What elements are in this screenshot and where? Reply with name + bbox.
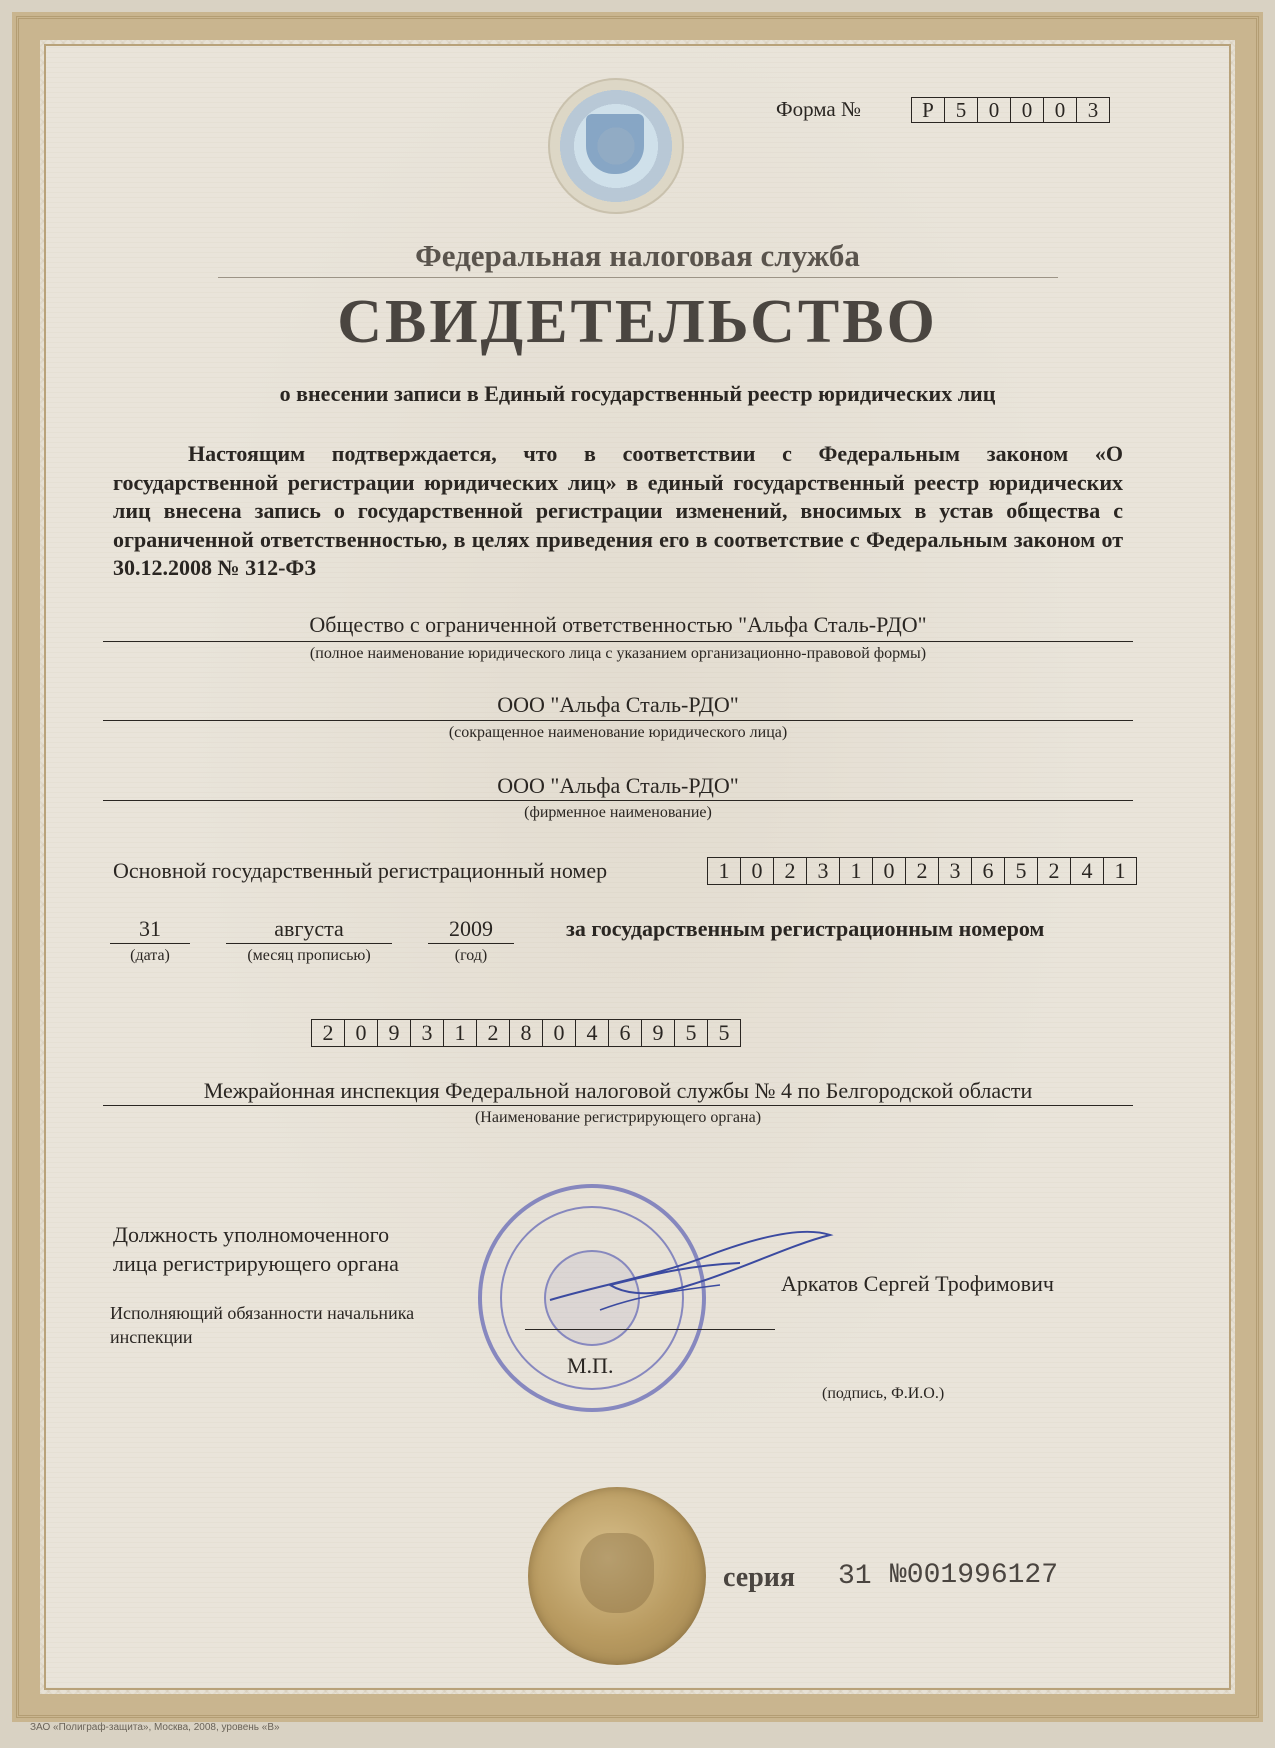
- ogrn-digit: 2: [773, 857, 807, 885]
- gold-seal-icon: [528, 1487, 706, 1665]
- grn-number: [312, 1019, 741, 1047]
- acting-position-line: Исполняющий обязанности начальника: [110, 1303, 415, 1323]
- hologram-emblem-icon: [548, 78, 684, 214]
- seal-place-label: М.П.: [567, 1353, 614, 1378]
- form-code-char: 0: [1010, 97, 1044, 123]
- ogrn-digit: 1: [707, 857, 741, 885]
- form-label: Форма №: [776, 97, 862, 121]
- signature-caption: (подпись, Ф.И.О.): [822, 1385, 945, 1402]
- grn-digit: 5: [674, 1019, 708, 1047]
- position-label-line: Должность уполномоченного: [113, 1222, 390, 1247]
- full-name-caption: (полное наименование юридического лица с указанием организационно-правовой формы): [309, 645, 927, 662]
- printer-note: ЗАО «Полиграф-защита», Москва, 2008, уровень «В»: [30, 1722, 280, 1733]
- short-name-caption: (сокращенное наименование юридического лица): [448, 724, 788, 741]
- short-name-value: ООО "Альфа Сталь-РДО": [497, 692, 739, 717]
- authority-caption: (Наименование регистрирующего органа): [474, 1109, 762, 1126]
- date-month-caption: (месяц прописью): [247, 947, 371, 964]
- form-code: [912, 97, 1110, 123]
- date-day-caption: (дата): [130, 947, 170, 964]
- acting-position: [110, 1301, 414, 1349]
- form-code-char: 5: [944, 97, 978, 123]
- brand-name-line: [103, 800, 1133, 801]
- grn-digit: 3: [410, 1019, 444, 1047]
- full-name-value: Общество с ограниченной ответственностью "Альфа Сталь-РДО": [309, 612, 927, 637]
- grn-digit: 0: [542, 1019, 576, 1047]
- grn-label: за государственным регистрационным номером: [566, 916, 1045, 941]
- ogrn-digit: 2: [905, 857, 939, 885]
- form-code-char: 0: [977, 97, 1011, 123]
- ogrn-digit: 0: [740, 857, 774, 885]
- date-year: 2009: [449, 916, 493, 941]
- ogrn-digit: 1: [1103, 857, 1137, 885]
- full-name-line: [103, 641, 1133, 642]
- signatory-name: Аркатов Сергей Трофимович: [781, 1271, 1054, 1296]
- date-year-line: [428, 943, 514, 944]
- grn-digit: 4: [575, 1019, 609, 1047]
- grn-digit: 2: [311, 1019, 345, 1047]
- ogrn-digit: 5: [1004, 857, 1038, 885]
- coat-of-arms-icon: [586, 114, 644, 174]
- grn-digit: 2: [476, 1019, 510, 1047]
- signature-icon: [540, 1215, 840, 1325]
- grn-digit: 5: [707, 1019, 741, 1047]
- form-code-char: 3: [1076, 97, 1110, 123]
- ogrn-label: Основной государственный регистрационный номер: [113, 858, 608, 883]
- document-title: СВИДЕТЕЛЬСТВО: [337, 288, 938, 356]
- acting-position-line: инспекции: [110, 1327, 193, 1347]
- date-month: августа: [274, 916, 344, 941]
- document-subtitle: о внесении записи в Единый государственный реестр юридических лиц: [279, 381, 996, 406]
- date-month-line: [226, 943, 392, 944]
- ogrn-number: [708, 857, 1137, 885]
- grn-digit: 9: [641, 1019, 675, 1047]
- agency-name: Федеральная налоговая служба: [415, 238, 860, 273]
- ogrn-digit: 0: [872, 857, 906, 885]
- ogrn-digit: 1: [839, 857, 873, 885]
- ogrn-digit: 3: [806, 857, 840, 885]
- ogrn-digit: 4: [1070, 857, 1104, 885]
- certification-text: Настоящим подтверждается, что в соответствии с Федеральным законом «О государственной регистрации юридических лиц» в единый государственный реестр юридических лиц внесена запись о государственной регистрации изменений, вносимых в устав общества с ограниченной ответственностью, в целях приведения его в соответствие с Федеральным законом от 30.12.2008 № 312-ФЗ: [113, 441, 1123, 580]
- position-label: [113, 1220, 399, 1278]
- authority-value: Межрайонная инспекция Федеральной налоговой службы № 4 по Белгородской области: [203, 1078, 1033, 1103]
- form-code-char: 0: [1043, 97, 1077, 123]
- grn-digit: 6: [608, 1019, 642, 1047]
- ogrn-digit: 2: [1037, 857, 1071, 885]
- grn-digit: 8: [509, 1019, 543, 1047]
- date-day: 31: [139, 916, 161, 941]
- series-number: 31: [838, 1561, 872, 1592]
- date-year-caption: (год): [454, 947, 488, 964]
- eagle-emblem-icon: [580, 1533, 654, 1613]
- short-name-line: [103, 720, 1133, 721]
- grn-digit: 9: [377, 1019, 411, 1047]
- grn-digit: 0: [344, 1019, 378, 1047]
- brand-name-caption: (фирменное наименование): [524, 804, 712, 821]
- serial-number: №001996127: [890, 1560, 1059, 1591]
- ogrn-digit: 6: [971, 857, 1005, 885]
- ogrn-digit: 3: [938, 857, 972, 885]
- position-label-line: лица регистрирующего органа: [113, 1251, 399, 1276]
- agency-underline: [218, 277, 1058, 278]
- form-code-char: Р: [911, 97, 945, 123]
- series-label: серия: [723, 1562, 796, 1593]
- signature-line: [525, 1329, 775, 1330]
- authority-line: [103, 1105, 1133, 1106]
- date-day-line: [110, 943, 190, 944]
- grn-digit: 1: [443, 1019, 477, 1047]
- brand-name-value: ООО "Альфа Сталь-РДО": [497, 773, 739, 798]
